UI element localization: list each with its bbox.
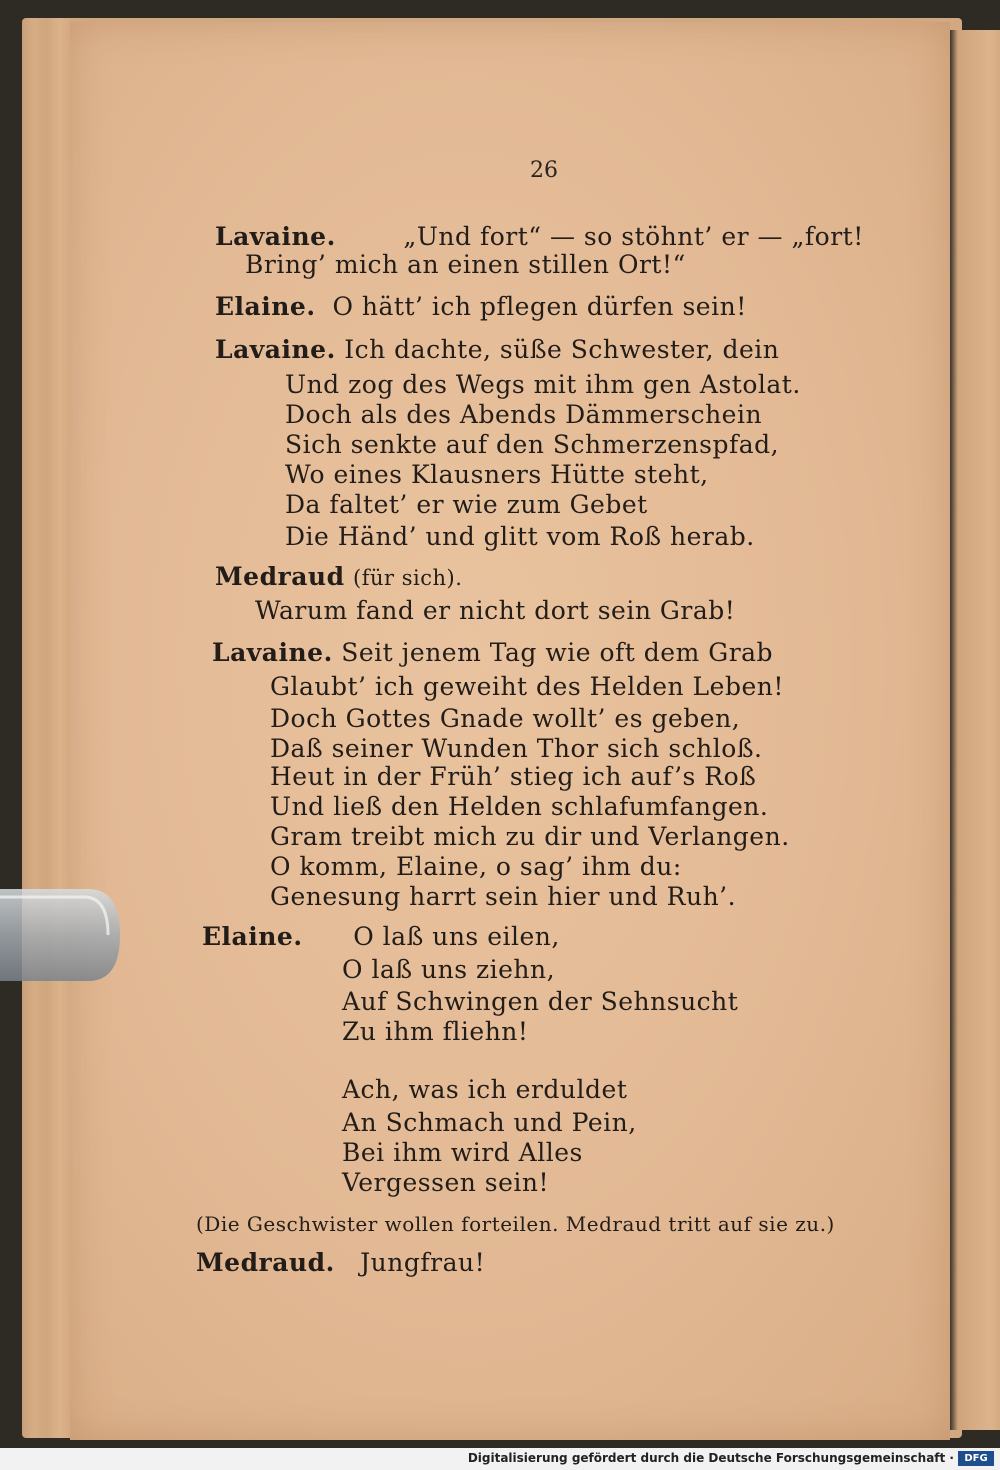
line-text: Zu ihm fliehn!	[342, 1017, 529, 1046]
text-line	[342, 1138, 583, 1167]
speaker-label: Medraud.	[196, 1248, 335, 1277]
text-line	[212, 638, 773, 667]
line-text: Die Händ’ und glitt vom Roß herab.	[285, 522, 755, 551]
text-line	[342, 1108, 637, 1137]
text-line	[342, 1168, 549, 1197]
line-text: An Schmach und Pein,	[342, 1108, 637, 1137]
speaker-label: Lavaine.	[215, 222, 336, 251]
line-text: Ich dachte, süße Schwester, dein	[344, 335, 780, 364]
line-text: Seit jenem Tag wie oft dem Grab	[341, 638, 774, 667]
text-line	[270, 704, 740, 733]
stage-direction: (für sich).	[353, 566, 463, 590]
text-line	[202, 922, 560, 951]
text-line	[270, 672, 784, 701]
text-line	[285, 400, 762, 429]
line-text: Gram treibt mich zu dir und Verlangen.	[270, 822, 790, 851]
text-line	[215, 562, 462, 591]
funding-notice: Digitalisierung gefördert durch die Deutsche Forschungsgemeinschaft ·	[467, 1451, 954, 1465]
speaker-label: Lavaine.	[212, 638, 333, 667]
text-line	[285, 522, 755, 551]
line-text: (Die Geschwister wollen forteilen. Medraud tritt auf sie zu.)	[196, 1212, 835, 1236]
adjacent-page-edge	[950, 30, 1000, 1430]
text-line	[270, 882, 736, 911]
line-text: Heut in der Früh’ stieg ich auf’s Roß	[270, 762, 757, 791]
line-text: O hätt’ ich pflegen dürfen sein!	[332, 292, 747, 321]
speaker-label: Elaine.	[215, 292, 316, 321]
line-text: „Und fort“ — so stöhnt’ er — „fort!	[403, 222, 864, 251]
line-text: Genesung harrt sein hier und Ruh’.	[270, 882, 737, 911]
line-text: Bring’ mich an einen stillen Ort!“	[245, 250, 686, 279]
text-line	[255, 596, 735, 625]
text-line	[285, 430, 779, 459]
line-text: O laß uns eilen,	[353, 922, 560, 951]
scanner-clip	[0, 885, 122, 985]
text-line	[285, 460, 709, 489]
text-line	[342, 955, 555, 984]
line-text: Wo eines Klausners Hütte steht,	[285, 460, 709, 489]
line-text: Doch als des Abends Dämmerschein	[285, 400, 763, 429]
text-line	[270, 762, 756, 791]
line-text: Doch Gottes Gnade wollt’ es geben,	[270, 704, 741, 733]
text-line	[285, 370, 801, 399]
page-number: 26	[530, 158, 558, 183]
text-line	[270, 822, 790, 851]
line-text: Daß seiner Wunden Thor sich schloß.	[270, 734, 763, 763]
line-text: Warum fand er nicht dort sein Grab!	[255, 596, 736, 625]
text-line	[215, 292, 747, 321]
speaker-label: Elaine.	[202, 922, 303, 951]
text-line	[342, 987, 738, 1016]
line-text: Sich senkte auf den Schmerzenspfad,	[285, 430, 780, 459]
text-line	[215, 335, 779, 364]
text-line	[285, 490, 648, 519]
line-text: Und ließ den Helden schlafumfangen.	[270, 792, 769, 821]
line-text: Vergessen sein!	[342, 1168, 550, 1197]
dfg-logo: DFG	[958, 1451, 994, 1466]
text-line	[270, 734, 762, 763]
line-text: Bei ihm wird Alles	[342, 1138, 583, 1167]
text-line	[342, 1017, 528, 1046]
line-text: O laß uns ziehn,	[342, 955, 556, 984]
text-line	[270, 792, 768, 821]
speaker-label: Medraud	[215, 562, 345, 591]
text-line	[196, 1248, 485, 1277]
text-line	[342, 1075, 627, 1104]
speaker-label: Lavaine.	[215, 335, 336, 364]
text-line	[215, 222, 864, 251]
line-text: Auf Schwingen der Sehnsucht	[342, 987, 739, 1016]
text-line	[245, 250, 686, 279]
line-text: Ach, was ich erduldet	[342, 1075, 628, 1104]
line-text: Jungfrau!	[360, 1248, 486, 1277]
line-text: Da faltet’ er wie zum Gebet	[285, 490, 648, 519]
stage-direction	[196, 1212, 835, 1236]
line-text: Glaubt’ ich geweiht des Helden Leben!	[270, 672, 784, 701]
text-line	[270, 852, 682, 881]
line-text: Und zog des Wegs mit ihm gen Astolat.	[285, 370, 801, 399]
line-text: O komm, Elaine, o sag’ ihm du:	[270, 852, 682, 881]
